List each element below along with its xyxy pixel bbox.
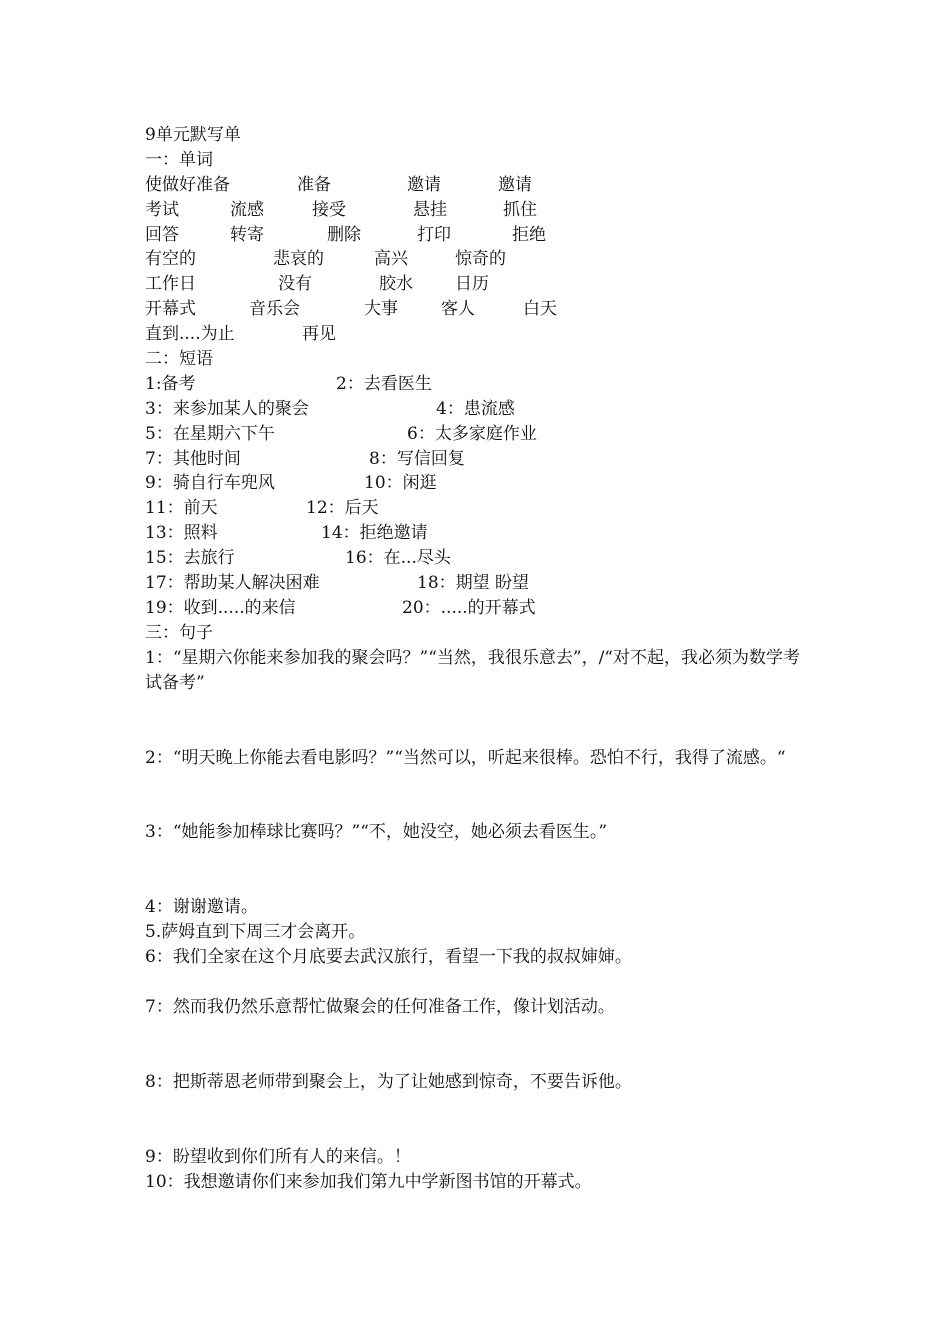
word: 邀请 <box>407 174 441 195</box>
word: 接受 <box>312 199 346 220</box>
word: 工作日 <box>145 274 196 295</box>
phrase: 8：写信回复 <box>369 448 465 469</box>
word: 回答 <box>145 224 179 245</box>
word: 胶水 <box>379 274 413 295</box>
sentence: 4：谢谢邀请。 <box>145 897 258 918</box>
phrase: 7：其他时间 <box>145 448 241 469</box>
phrase: 1:备考 <box>145 373 196 394</box>
answer-space <box>145 845 825 895</box>
word-row <box>145 198 825 223</box>
sentence: 9：盼望收到你们所有人的来信。！ <box>145 1146 411 1167</box>
word: 悬挂 <box>413 199 447 220</box>
phrase: 3：来参加某人的聚会 <box>145 398 309 419</box>
phrase: 15：去旅行 <box>145 548 235 569</box>
phrase-row <box>145 422 825 447</box>
word: 转寄 <box>230 224 264 245</box>
word: 使做好准备 <box>145 174 230 195</box>
word: 音乐会 <box>249 299 300 320</box>
word: 直到....为止 <box>145 324 235 345</box>
phrase: 13：照料 <box>145 523 218 544</box>
phrase: 10：闲逛 <box>364 473 437 494</box>
section-heading-words: 一：单词 <box>145 149 213 170</box>
word: 流感 <box>230 199 264 220</box>
phrase: 5：在星期六下午 <box>145 423 275 444</box>
sentence: 10：我想邀请你们来参加我们第九中学新图书馆的开幕式。 <box>145 1171 592 1192</box>
phrase-row <box>145 546 825 571</box>
sentence: 1：“星期六你能来参加我的聚会吗？”“当然，我很乐意去”，/“对不起，我必须为数学考试备考” <box>145 647 800 693</box>
sentence: 8：把斯蒂恩老师带到聚会上，为了让她感到惊奇，不要告诉他。 <box>145 1071 632 1092</box>
word: 抓住 <box>503 199 537 220</box>
word-row <box>145 247 825 272</box>
phrase: 9：骑自行车兜风 <box>145 473 275 494</box>
word-row <box>145 173 825 198</box>
word-row <box>145 297 825 322</box>
answer-space <box>145 970 825 995</box>
word: 拒绝 <box>512 224 546 245</box>
word: 删除 <box>327 224 361 245</box>
phrase-row <box>145 447 825 472</box>
answer-space <box>145 770 825 820</box>
sentence: 7：然而我仍然乐意帮忙做聚会的任何准备工作，像计划活动。 <box>145 997 615 1017</box>
worksheet <box>145 123 825 1195</box>
phrase: 19：收到.....的来信 <box>145 597 296 618</box>
phrase: 4：患流感 <box>436 398 515 419</box>
sentence: 2：“明天晚上你能去看电影吗？”“当然可以，听起来很棒。恐怕不行，我得了流感。“ <box>145 747 786 768</box>
phrase: 11：前天 <box>145 498 218 519</box>
section-heading-sentences: 三：句子 <box>145 622 213 643</box>
word: 开幕式 <box>145 299 196 320</box>
word: 打印 <box>417 224 451 245</box>
word: 悲哀的 <box>273 249 324 270</box>
word: 考试 <box>145 199 179 220</box>
word-row <box>145 223 825 248</box>
word: 客人 <box>441 299 475 320</box>
phrase-row <box>145 571 825 596</box>
word-row <box>145 272 825 297</box>
word: 有空的 <box>145 249 196 270</box>
word: 准备 <box>297 174 331 195</box>
phrase: 14：拒绝邀请 <box>321 523 428 544</box>
word: 再见 <box>302 324 336 345</box>
word: 惊奇的 <box>455 249 506 270</box>
phrase-row <box>145 471 825 496</box>
phrase: 2：去看医生 <box>336 373 432 394</box>
word: 高兴 <box>374 249 408 270</box>
answer-space <box>145 1095 825 1145</box>
word: 邀请 <box>498 174 532 195</box>
phrase: 17：帮助某人解决困难 <box>145 573 320 594</box>
phrase-row <box>145 521 825 546</box>
word: 日历 <box>455 274 489 295</box>
word: 没有 <box>278 274 312 295</box>
phrase-row <box>145 596 825 621</box>
sentence: 3：“她能参加棒球比赛吗？”“不，她没空，她必须去看医生。” <box>145 822 608 843</box>
phrase-row <box>145 372 825 397</box>
word: 大事 <box>364 299 398 320</box>
section-heading-phrases: 二：短语 <box>145 349 213 370</box>
phrase: 16：在...尽头 <box>345 548 451 569</box>
word-row <box>145 322 825 347</box>
worksheet-title: 9单元默写单 <box>145 125 241 145</box>
phrase: 18：期望 盼望 <box>417 573 530 594</box>
phrase: 12：后天 <box>306 498 379 519</box>
phrase: 20：.....的开幕式 <box>402 597 536 618</box>
phrase-row <box>145 397 825 422</box>
sentence: 6：我们全家在这个月底要去武汉旅行，看望一下我的叔叔婶婶。 <box>145 947 632 968</box>
phrase: 6：太多家庭作业 <box>407 423 537 444</box>
sentence: 5.萨姆直到下周三才会离开。 <box>145 922 366 943</box>
answer-space <box>145 696 825 746</box>
phrase-row <box>145 496 825 521</box>
answer-space <box>145 1020 825 1070</box>
word: 白天 <box>523 299 557 320</box>
